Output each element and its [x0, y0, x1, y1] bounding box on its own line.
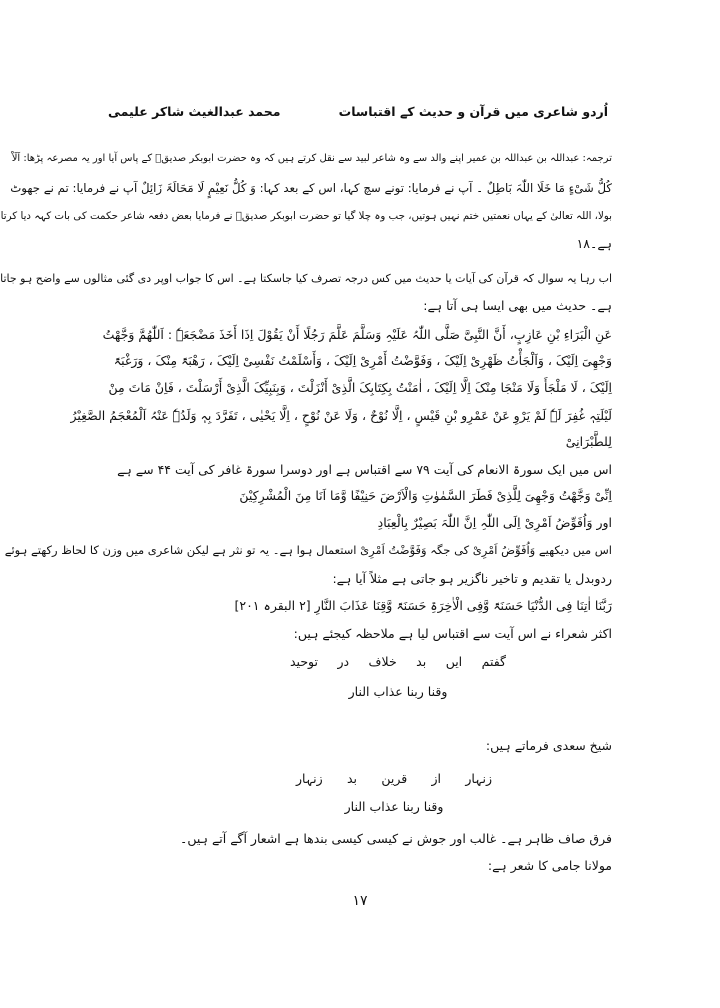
quran-verse: اِنِّیْ وَجَّھْتُ وَجْھِیَ لِلَّذِیْ فَطَرَ السَّمٰوٰتِ وَالْاَرْضَ حَنِیْفًا وَّمَا اَنَا مِنَ الْمُشْرِکِیْنَ: [239, 488, 612, 503]
paragraph-line: اس میں دیکھیے وَاُفَوِّضُ اَمْرِیْ کی جگہ وَفَوَّضْتُ اَمْرِیْ استعمال ہوا ہے۔ یہ تو نثر ہے لیکن شاعری میں وزن کا لحاظ رکھتے ہوئے: [4, 543, 612, 557]
paragraph-line: ہے۔ حدیث میں بھی ایسا ہی آتا ہے:: [423, 298, 612, 313]
paragraph-line: ترجمہ: عبداللہ بن عبداللہ بن عمیر اپنے والد سے وہ شاعر لبید سے نقل کرتے ہیں کہ وہ حضرت ابوبکر صدیقؓ کے پاس آیا اور یہ مصرعہ پڑھا: اَلَاْ: [11, 153, 612, 164]
verse-word: بد: [346, 771, 358, 786]
verse-word: در: [337, 654, 350, 669]
paragraph-line: اکثر شعراء نے اس آیت سے اقتباس لیا ہے ملاحظہ کیجئے ہیں:: [293, 626, 612, 641]
paragraph-line: کُلُّ شَیْءٍ مَا خَلَا اللّٰہَ بَاطِلٌ ۔ آپ نے فرمایا: تونے سچ کہا، اس کے بعد کہا: وَ کُلُّ نَعِیْمٍ لَا مَحَالَۃَ زَائِلٌ آپ نے فرمایا: تم نے جھوٹ: [10, 181, 612, 195]
author-header: محمد عبدالغیث شاکر علیمی: [108, 104, 281, 119]
verse-word: ایں: [445, 654, 463, 669]
paragraph-line: اب رہا یہ سوال کہ قرآن کی آیات یا حدیث میں کس درجہ تصرف کیا جاسکتا ہے۔ اس کا جواب اوپر دی گئی مثالوں سے واضح ہو جاتا: [0, 272, 612, 285]
paragraph-line: مولانا جامی کا شعر ہے:: [487, 858, 612, 873]
book-title-header: اُردو شاعری میں قرآن و حدیث کے اقتباسات: [338, 104, 608, 119]
verse-line: وقنا ربنا عذاب النار: [348, 684, 448, 699]
verse-word: بد: [416, 654, 427, 669]
verse-word: از: [431, 771, 442, 786]
verse-word: زنہار: [296, 771, 323, 786]
verse-word: قرین: [381, 771, 408, 786]
quran-verse: اور وَاُفَوِّضُ اَمْرِیْ اِلَی اللّٰہِ اِنَّ اللّٰہَ بَصِیْرٌ بِالْعِبَادِ: [377, 515, 612, 530]
verse-word: خلاف: [368, 654, 397, 669]
verse-word: گفتم: [481, 654, 506, 669]
hadith-line: وَجْھِیَ اِلَیْکَ ، وَاَلْجَأْتُ ظَھْرِیْ اِلَیْکَ ، وَفَوَّضْتُ أَمْرِیْ اِلَیْکَ ، وَأَسْلَمْتُ نَفْسِیْ اِلَیْکَ ، رَھْبَۃً مِنْکَ ، وَرَغْبَۃً: [113, 353, 612, 368]
verse-word: زنہار: [465, 771, 492, 786]
page-number: ۱۷: [352, 893, 368, 909]
hadith-line: عَنِ الْبَرَاءِ بْنِ عَازِبٍ، أَنَّ النَّبِیَّ صَلَّی اللّٰہُ عَلَیْہِ وَسَلَّمَ عَلَّمَ رَجُلًا أَنْ یَقُوْلَ اِذَا أَخَذَ مَضْجَعَہٗ : اَللّٰھُمَّ وَجَّھْتُ: [102, 327, 612, 342]
hadith-line: اِلَیْکَ ، لَا مَلْجَأَ وَلَا مَنْجَا مِنْکَ اِلَّا اِلَیْکَ ، اٰمَنْتُ بِکِتَابِکَ الَّذِیْ أَنْزَلْتَ ، وَبِنَبِیِّکَ الَّذِیْ أَرْسَلْتَ ، فَاِنْ مَاتَ مِنْ: [108, 380, 612, 395]
paragraph-line: فرق صاف ظاہر ہے۔ غالب اور جوش نے کیسی کیسی بندھا ہے اشعار آگے آتے ہیں۔: [180, 831, 612, 846]
paragraph-line: ردوبدل یا تقدیم و تاخیر ناگزیر ہو جاتی ہے مثلاً آیا ہے:: [332, 571, 612, 586]
verse-line: وقنا ربنا عذاب النار: [344, 799, 444, 814]
paragraph-line: اس میں ایک سورۃ الانعام کی آیت ۷۹ سے اقتباس ہے اور دوسرا سورۃ غافر کی آیت ۴۴ سے ہے: [117, 462, 612, 477]
verse-word: توحید: [290, 654, 318, 669]
verse-line: [296, 771, 492, 786]
hadith-source: لِلطَّبْرَانِیْ: [565, 434, 612, 449]
verse-line: [290, 654, 506, 669]
paragraph-line: شیخ سعدی فرماتے ہیں:: [485, 738, 612, 753]
quran-verse: رَبَّنَا اٰتِنَا فِی الدُّنْیَا حَسَنَۃً وَّفِی الْاٰخِرَۃِ حَسَنَۃً وَّقِنَا عَذَابَ النَّارِ [۲ البقرہ ۲۰۱]: [234, 598, 612, 613]
hadith-line: لَیْلَتِہٖ غُفِرَ لَہٗ لَمْ یَرْوِ عَنْ عَمْرِو بْنِ قَیْسٍ ، اِلَّا نُوْحٌ ، وَلَا عَنْ نُوْحٍ ، اِلَّا یَحْیٰی ، تَفَرَّدَ بِہٖ وَلَدُہٗ عَنْہُ اَلْمُعْجَمُ الصَّغِیْرُ: [70, 408, 612, 423]
paragraph-line: ہے۔۱۸: [576, 236, 612, 251]
paragraph-line: بولا، اللہ تعالیٰ کے یہاں نعمتیں ختم نہیں ہوتیں، جب وہ چلا گیا تو حضرت ابوبکر صدیقؓ نے فرمایا بعض دفعہ شاعر حکمت کی بات کہہ دیا کرتا: [0, 210, 612, 222]
